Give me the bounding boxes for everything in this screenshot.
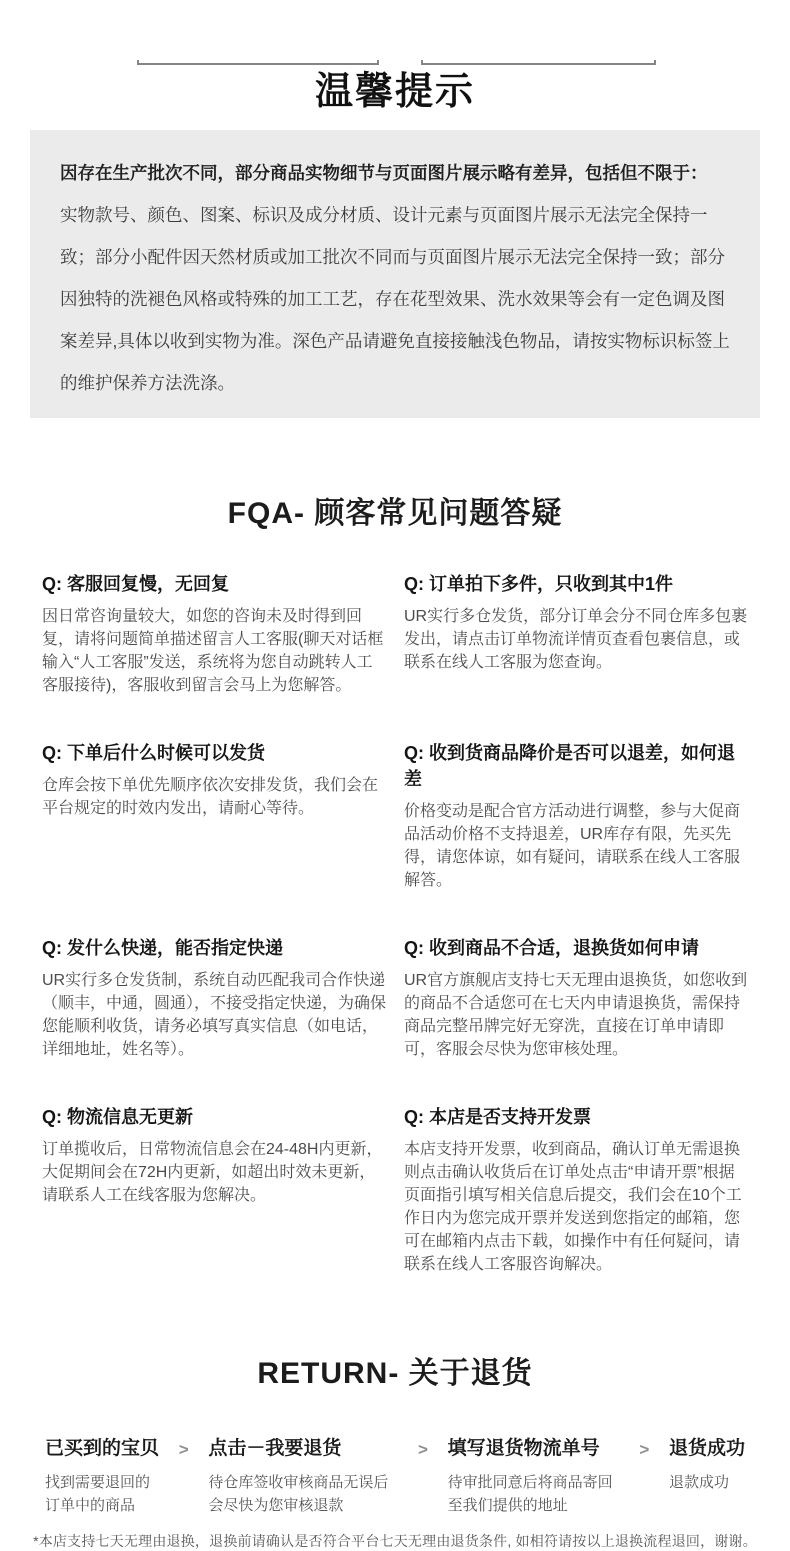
return-step-3 [448, 1436, 620, 1517]
faq-item [404, 570, 748, 697]
return-step-2 [208, 1436, 398, 1517]
faq-question: Q: 本店是否支持开发票 [404, 1107, 591, 1127]
faq-question: Q: 下单后什么时候可以发货 [42, 743, 265, 763]
faq-answer: 价格变动是配合官方活动进行调整，参与大促商品活动价格不支持退差，UR库存有限，先买先得，请您体谅，如有疑问，请联系在线人工客服解答。 [404, 803, 741, 889]
tips-title: 温馨提示 [314, 71, 475, 113]
previous-section-box-left [137, 60, 379, 65]
return-step-desc: 待仓库签收审核商品无误后会尽快为您审核退款 [208, 1474, 389, 1514]
return-title: RETURN- 关于退货 [257, 1357, 533, 1390]
return-step-desc: 找到需要退回的订单中的商品 [45, 1474, 151, 1514]
faq-item [42, 934, 386, 1061]
faq-title: FQA- 顾客常见问题答疑 [227, 497, 563, 530]
faq-item [42, 570, 386, 697]
faq-question: Q: 物流信息无更新 [42, 1107, 193, 1127]
faq-item [42, 1103, 386, 1276]
faq-answer: UR官方旗舰店支持七天无理由退换货，如您收到的商品不合适您可在七天内申请退换货，需保持商品完整吊牌完好无穿洗，直接在订单申请即可，客服会尽快为您审核处理。 [404, 972, 748, 1058]
faq-question: Q: 收到商品不合适，退换货如何申请 [404, 938, 699, 958]
faq-question: Q: 收到货商品降价是否可以退差，如何退差 [404, 743, 735, 789]
notice-body-text: 实物款号、颜色、图案、标识及成分材质、设计元素与页面图片展示无法完全保持一致；部分小配件因天然材质或加工批次不同而与页面图片展示无法完全保持一致；部分因独特的洗褪色风格或特殊的加工工艺，存在花型效果、洗水效果等会有一定色调及图案差异,具体以收到实物为准。深色产品请避免直接接触浅色物品，请按实物标识标签上的维护保养方法洗涤。 [60, 205, 730, 393]
faq-question: Q: 订单拍下多件，只收到其中1件 [404, 574, 674, 594]
return-step-1 [45, 1436, 159, 1517]
notice-box [30, 130, 760, 418]
return-step-title: 退货成功 [668, 1438, 745, 1459]
chevron-right-icon: > [639, 1440, 650, 1459]
faq-grid [42, 570, 748, 1276]
return-step-desc: 待审批同意后将商品寄回至我们提供的地址 [447, 1474, 613, 1514]
faq-question: Q: 客服回复慢，无回复 [42, 574, 229, 594]
faq-answer: 本店支持开发票，收到商品，确认订单无需退换则点击确认收货后在订单处点击“申请开票”根据页面指引填写相关信息后提交，我们会在10个工作日内为您完成开票并发送到您指定的邮箱，您可在邮箱内点击下载，如操作中有任何疑问，请联系在线人工客服咨询解决。 [404, 1141, 742, 1273]
return-step-title: 填写退货物流单号 [447, 1438, 600, 1459]
previous-section-box-right [421, 60, 656, 65]
return-step-desc: 退款成功 [668, 1474, 729, 1491]
faq-answer: UR实行多仓发货，部分订单会分不同仓库多包裹发出，请点击订单物流详情页查看包裹信息，或联系在线人工客服为您查询。 [404, 608, 748, 671]
faq-answer: UR实行多仓发货制，系统自动匹配我司合作快递（顺丰，中通，圆通），不接受指定快递，为确保您能顺利收货，请务必填写真实信息（如电话，详细地址，姓名等）。 [42, 972, 387, 1058]
faq-answer: 仓库会按下单优先顺序依次安排发货，我们会在平台规定的时效内发出，请耐心等待。 [42, 777, 379, 817]
faq-answer: 订单揽收后，日常物流信息会在24-48H内更新，大促期间会在72H内更新，如超出时效未更新，请联系人工在线客服为您解决。 [42, 1141, 383, 1204]
return-step-4 [669, 1436, 745, 1494]
chevron-right-icon: > [418, 1440, 428, 1459]
return-footnote: *本店支持七天无理由退换，退换前请确认是否符合平台七天无理由退货条件, 如相符请按以上退换流程退回，谢谢。 [33, 1533, 757, 1549]
notice-bold-text: 因存在生产批次不同，部分商品实物细节与页面图片展示略有差异，包括但不限于： [60, 163, 708, 183]
faq-item [404, 739, 748, 892]
faq-item [404, 1103, 748, 1276]
faq-question: Q: 发什么快递，能否指定快递 [42, 938, 283, 958]
faq-answer: 因日常咨询量较大，如您的咨询未及时得到回复，请将问题简单描述留言人工客服(聊天对话框输入“人工客服”发送，系统将为您自动跳转人工客服接待)，客服收到留言会马上为您解答。 [42, 608, 384, 694]
return-step-title: 已买到的宝贝 [45, 1438, 160, 1459]
faq-item [42, 739, 386, 892]
return-steps [45, 1436, 745, 1517]
chevron-right-icon: > [178, 1440, 189, 1459]
faq-item [404, 934, 748, 1061]
return-step-title: 点击－我要退货 [208, 1438, 342, 1459]
